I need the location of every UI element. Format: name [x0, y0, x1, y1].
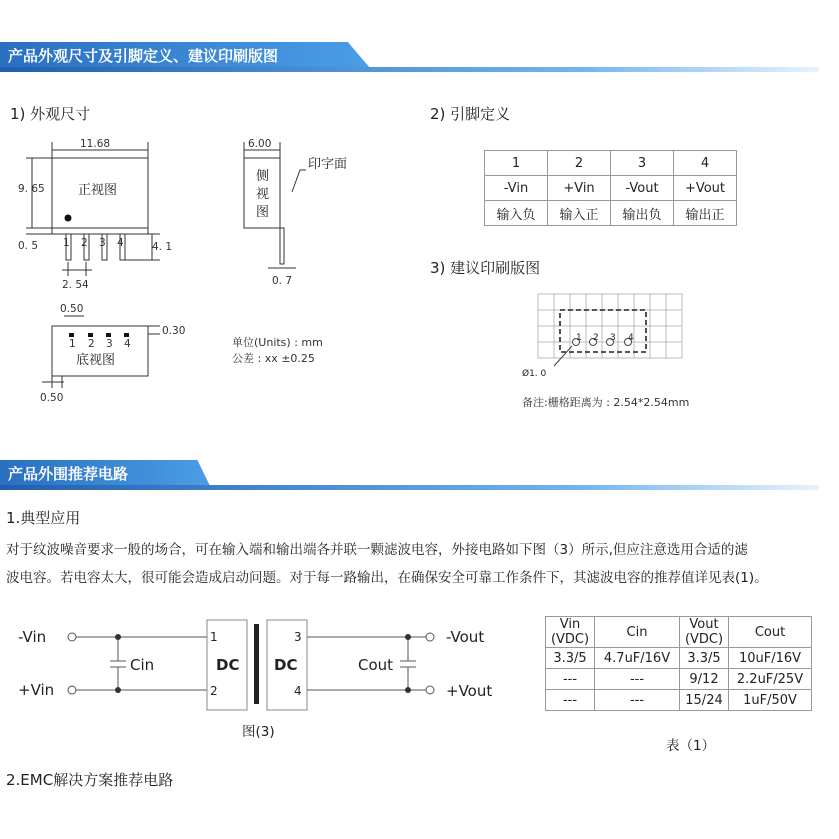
section-title: 产品外围推荐电路 [8, 465, 129, 483]
pinout-table [484, 150, 737, 226]
table-cell: 输入正 [548, 201, 611, 226]
table-cell: 输入负 [485, 201, 548, 226]
dc-left-label: DC [216, 656, 240, 674]
vout-positive-label: +Vout [446, 682, 493, 700]
header-vout-line-2: (VDC) [684, 632, 724, 647]
pcb-layout-drawing [520, 290, 690, 390]
dc-right-label: DC [274, 656, 298, 674]
table-header-row [546, 617, 812, 648]
hole-diameter-label: Ø1. 0 [522, 369, 547, 379]
circuit-diagram [10, 612, 510, 717]
circuit-pin-3: 3 [294, 630, 302, 644]
table-cell: +Vin [548, 176, 611, 201]
section-header-dimensions [0, 42, 819, 72]
header-vout [680, 617, 729, 648]
bottom-bottom-dimension: 0.50 [40, 392, 64, 404]
table-cell: --- [595, 690, 680, 711]
vin-positive-label: +Vin [18, 681, 55, 699]
table-cell: 4.7uF/16V [595, 648, 680, 669]
dimensions-heading: 1) 外观尺寸 [10, 105, 91, 123]
table-cell: 1 [485, 151, 548, 176]
front-pin-4: 4 [117, 237, 124, 249]
header-cout: Cout [729, 617, 812, 648]
bottom-pin-1: 1 [69, 338, 76, 350]
pin-length-dimension: 4. 1 [152, 241, 173, 253]
front-pin-2: 2 [81, 237, 88, 249]
capacitor-table [545, 616, 812, 711]
emc-heading: 2.EMC解决方案推荐电路 [6, 771, 174, 789]
table-cell: 2 [548, 151, 611, 176]
bottom-right-dimension: 0.30 [162, 325, 186, 337]
table-cell: 1uF/50V [729, 690, 812, 711]
table-row [546, 690, 812, 711]
cout-label: Cout [358, 656, 394, 674]
print-face-label: 印字面 [308, 157, 348, 172]
cin-label: Cin [130, 656, 155, 674]
height-dimension: 9. 65 [18, 183, 45, 195]
circuit-pin-4: 4 [294, 684, 302, 698]
table-cell: 3 [611, 151, 674, 176]
pitch-dimension: 2. 54 [62, 279, 89, 291]
pinout-heading: 2) 引脚定义 [430, 105, 511, 123]
bottom-view-label: 底视图 [76, 353, 116, 368]
width-dimension: 11.68 [80, 138, 111, 150]
typical-application-heading: 1.典型应用 [6, 509, 81, 527]
table-row [485, 176, 737, 201]
table-cell: -Vin [485, 176, 548, 201]
grid-note: 备注:栅格距离为 : 2.54*2.54mm [522, 396, 690, 409]
front-pin-1: 1 [63, 237, 70, 249]
pcb-pin-1: 1 [576, 333, 582, 343]
section-header-circuit [0, 460, 819, 490]
pcb-pin-2: 2 [593, 333, 599, 343]
table-row [485, 151, 737, 176]
circuit-pin-1: 1 [210, 630, 218, 644]
bottom-top-dimension: 0.50 [60, 303, 84, 315]
side-view-label-3: 图 [256, 205, 270, 220]
dimension-drawing [0, 130, 380, 410]
table-cell: --- [546, 690, 595, 711]
pcb-pin-3: 3 [610, 333, 616, 343]
pcb-pin-4: 4 [628, 333, 634, 343]
vin-negative-label: -Vin [18, 628, 47, 646]
header-vin-line-1: Vin [559, 617, 581, 632]
vout-negative-label: -Vout [446, 628, 485, 646]
figure-caption: 图(3) [242, 724, 275, 740]
front-pin-3: 3 [99, 237, 106, 249]
description-line-1: 对于纹波噪音要求一般的场合，可在输入端和输出端各并联一颗滤波电容，外接电路如下图（3）所示,但应注意选用合适的滤 [6, 542, 748, 558]
header-vout-line-1: Vout [689, 617, 719, 632]
table-cell: 输出负 [611, 201, 674, 226]
side-view-label-2: 视 [256, 187, 270, 202]
table-caption: 表（1） [666, 738, 716, 754]
header-vin-line-2: (VDC) [550, 632, 590, 647]
table-row [485, 201, 737, 226]
description-line-2: 波电容。若电容太大，很可能会造成启动问题。对于每一路输出，在确保安全可靠工作条件下，其滤波电容的推荐值详见表(1)。 [6, 570, 768, 586]
base-dimension: 0. 5 [18, 240, 39, 252]
table-cell: 3.3/5 [546, 648, 595, 669]
table-cell: 输出正 [674, 201, 737, 226]
tolerance-note: 公差 : xx ±0.25 [232, 352, 315, 365]
table-cell: 2.2uF/25V [729, 669, 812, 690]
header-vin [546, 617, 595, 648]
pcb-layout-heading: 3) 建议印刷版图 [430, 259, 541, 277]
table-cell: --- [595, 669, 680, 690]
bottom-pin-3: 3 [106, 338, 113, 350]
circuit-pin-2: 2 [210, 684, 218, 698]
bottom-pin-2: 2 [88, 338, 95, 350]
table-cell: +Vout [674, 176, 737, 201]
table-cell: -Vout [611, 176, 674, 201]
unit-note: 单位(Units) : mm [232, 336, 323, 349]
table-cell: 15/24 [680, 690, 729, 711]
bottom-pin-4: 4 [124, 338, 131, 350]
table-cell: --- [546, 669, 595, 690]
table-cell: 3.3/5 [680, 648, 729, 669]
side-width-dimension: 6.00 [248, 138, 272, 150]
side-view-label-1: 侧 [256, 169, 270, 184]
header-cin: Cin [595, 617, 680, 648]
side-pin-dimension: 0. 7 [272, 275, 293, 287]
table-row [546, 648, 812, 669]
section-title: 产品外观尺寸及引脚定义、建议印刷版图 [8, 47, 279, 65]
table-row [546, 669, 812, 690]
table-cell: 4 [674, 151, 737, 176]
table-cell: 9/12 [680, 669, 729, 690]
front-view-label: 正视图 [78, 183, 118, 198]
table-cell: 10uF/16V [729, 648, 812, 669]
